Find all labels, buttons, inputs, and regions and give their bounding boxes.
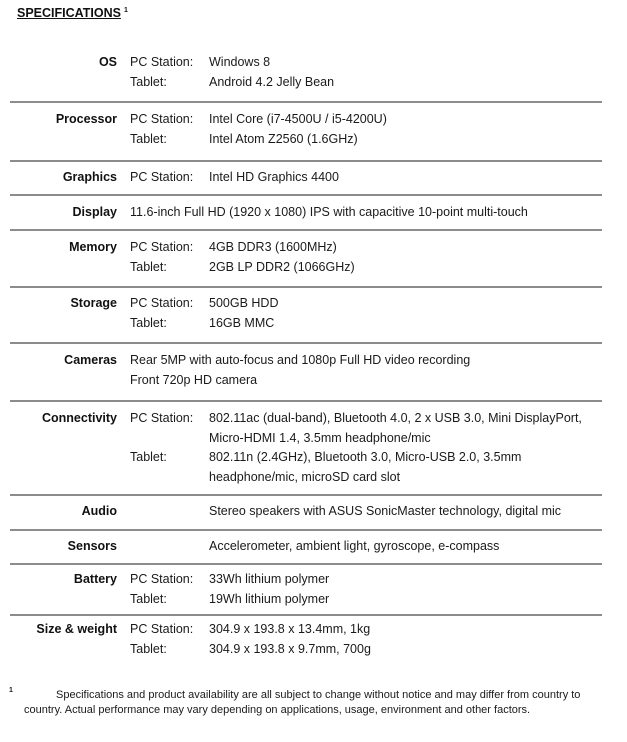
spec-sublabel: Tablet: — [130, 642, 167, 656]
spec-value: Accelerometer, ambient light, gyroscope, e-compass — [209, 539, 500, 553]
spec-label: Display — [72, 205, 117, 219]
row-divider — [10, 229, 602, 231]
row-divider — [10, 494, 602, 496]
row-divider — [10, 400, 602, 402]
spec-value: Intel Atom Z2560 (1.6GHz) — [209, 132, 358, 146]
spec-value: Windows 8 — [209, 55, 271, 69]
spec-sublabel: Tablet: — [130, 260, 167, 274]
spec-label: Processor — [55, 112, 117, 126]
row-divider — [10, 101, 602, 103]
spec-label: Size & weight — [36, 622, 117, 636]
footnote-mark: 1 — [9, 687, 13, 694]
spec-value: Intel HD Graphics 4400 — [209, 170, 339, 184]
row-divider — [10, 342, 602, 344]
spec-sublabel: PC Station: — [130, 240, 194, 254]
spec-value: Android 4.2 Jelly Bean — [209, 75, 335, 89]
row-divider — [10, 160, 602, 162]
spec-value: Front 720p HD camera — [130, 373, 258, 387]
spec-label: Storage — [70, 296, 117, 310]
spec-sublabel: Tablet: — [130, 132, 167, 146]
spec-sublabel: PC Station: — [130, 170, 194, 184]
spec-sublabel: PC Station: — [130, 572, 194, 586]
footnote-reference: 1 — [123, 7, 128, 14]
heading-title: SPECIFICATIONS — [17, 6, 121, 20]
spec-sublabel: PC Station: — [130, 112, 194, 126]
spec-value: 304.9 x 193.8 x 13.4mm, 1kg — [209, 622, 371, 636]
spec-value: 2GB LP DDR2 (1066GHz) — [209, 260, 355, 274]
spec-label: Audio — [81, 504, 117, 518]
specifications-heading — [17, 6, 128, 20]
spec-sublabel: PC Station: — [130, 622, 194, 636]
spec-value: headphone/mic, microSD card slot — [209, 470, 401, 484]
footnote-text: Specifications and product availability are all subject to change without notice and may differ from country to country. Actual performance may vary depending on applications, usage, environment and other factors. — [24, 689, 581, 716]
spec-value: 4GB DDR3 (1600MHz) — [209, 240, 337, 254]
spec-label: Sensors — [67, 539, 117, 553]
spec-value: Rear 5MP with auto-focus and 1080p Full HD video recording — [130, 353, 471, 367]
spec-label: Battery — [73, 572, 117, 586]
spec-value: Micro-HDMI 1.4, 3.5mm headphone/mic — [209, 431, 431, 445]
spec-sublabel: PC Station: — [130, 55, 194, 69]
row-divider — [10, 194, 602, 196]
spec-label: Graphics — [62, 170, 117, 184]
spec-value: 802.11ac (dual-band), Bluetooth 4.0, 2 x USB 3.0, Mini DisplayPort, — [209, 411, 582, 425]
row-divider — [10, 614, 602, 616]
spec-value: Intel Core (i7-4500U / i5-4200U) — [209, 112, 387, 126]
row-divider — [10, 563, 602, 565]
spec-value: 33Wh lithium polymer — [209, 572, 330, 586]
spec-sublabel: Tablet: — [130, 450, 167, 464]
row-divider — [10, 529, 602, 531]
spec-value: 11.6-inch Full HD (1920 x 1080) IPS with capacitive 10-point multi-touch — [130, 205, 528, 219]
spec-value: 304.9 x 193.8 x 9.7mm, 700g — [209, 642, 371, 656]
spec-label: Cameras — [64, 353, 117, 367]
spec-label: OS — [98, 55, 117, 69]
row-divider — [10, 286, 602, 288]
spec-value: Stereo speakers with ASUS SonicMaster technology, digital mic — [209, 504, 562, 518]
spec-sublabel: Tablet: — [130, 316, 167, 330]
spec-label: Memory — [69, 240, 117, 254]
spec-label: Connectivity — [41, 411, 117, 425]
spec-sublabel: PC Station: — [130, 411, 194, 425]
spec-sublabel: PC Station: — [130, 296, 194, 310]
spec-value: 16GB MMC — [209, 316, 275, 330]
spec-value: 500GB HDD — [209, 296, 279, 310]
spec-value: 19Wh lithium polymer — [209, 592, 330, 606]
spec-sublabel: Tablet: — [130, 592, 167, 606]
spec-sublabel: Tablet: — [130, 75, 167, 89]
spec-value: 802.11n (2.4GHz), Bluetooth 3.0, Micro-USB 2.0, 3.5mm — [209, 450, 522, 464]
